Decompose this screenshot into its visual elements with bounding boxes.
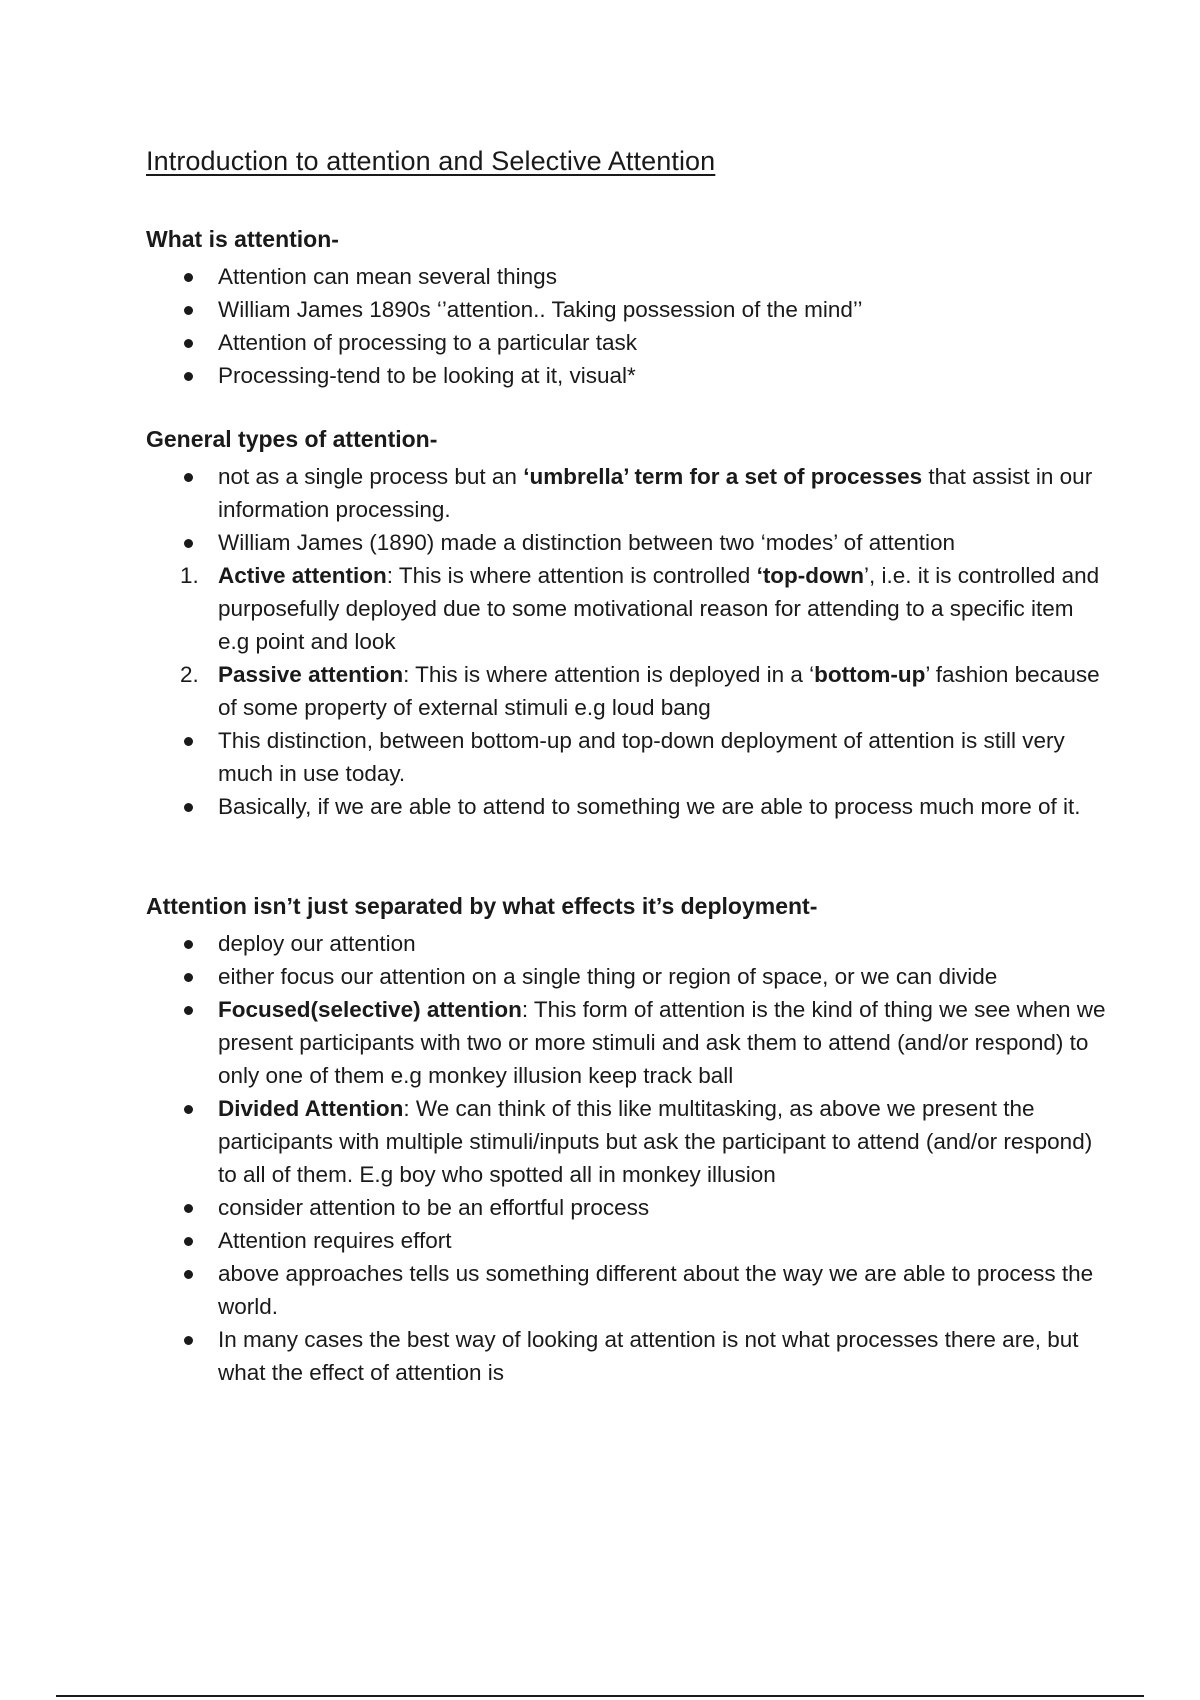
list-item: [146, 559, 1106, 658]
text: In many cases the best way of looking at attention is not what processes there are, but what the effect of attention is: [218, 1327, 1079, 1385]
bullet-list: [146, 460, 1106, 823]
list-item: [146, 460, 1106, 526]
text: : This form of attention is the kind of thing we see when we present participants with two or more stimuli and ask them to attend (and/or respond) to only one of them e.g monkey illusion keep track ball: [218, 997, 1106, 1088]
list-number: 2.: [180, 662, 199, 687]
text: Basically, if we are able to attend to something we are able to process much more of it.: [218, 794, 1081, 819]
list-item: [146, 960, 1106, 993]
text: deploy our attention: [218, 931, 416, 956]
bold-text: ‘umbrella’ term for a set of processes: [523, 464, 923, 489]
bold-text: Active attention: [218, 563, 387, 588]
section-heading: General types of attention-: [146, 426, 438, 452]
section-attention-deployment: [146, 889, 1106, 1389]
list-item: [146, 293, 1106, 326]
text: either focus our attention on a single thing or region of space, or we can divide: [218, 964, 998, 989]
list-item: [146, 1092, 1106, 1191]
bold-text: ‘top-down: [756, 563, 865, 588]
list-item: [146, 260, 1106, 293]
list-item: [146, 1224, 1106, 1257]
section-heading: Attention isn’t just separated by what effects it’s deployment-: [146, 893, 818, 919]
text: not as a single process but an: [218, 464, 524, 489]
list-item: [146, 1191, 1106, 1224]
text: : We can think of this like multitasking, as above we present the participants with multiple stimuli/inputs but ask the participant to attend (and/or respond) to all of them. E.g boy who spotted all in monkey illusion: [218, 1096, 1093, 1187]
page-title: Introduction to attention and Selective Attention: [146, 146, 716, 176]
list-item: [146, 790, 1106, 823]
list-item: [146, 359, 1106, 392]
text: Attention requires effort: [218, 1228, 452, 1253]
list-item: [146, 927, 1106, 960]
text: consider attention to be an effortful process: [218, 1195, 650, 1220]
section-general-types: [146, 422, 1106, 823]
text: Attention can mean several things: [218, 264, 557, 289]
bullet-list: [146, 927, 1106, 1389]
list-number: 1.: [180, 563, 199, 588]
list-item: [146, 724, 1106, 790]
text: ’, i.e. it is controlled and purposefully deployed due to some motivational reason for attending to a specific item e.g point and look: [218, 563, 1100, 654]
text: This distinction, between bottom-up and top-down deployment of attention is still very much in use today.: [218, 728, 1065, 786]
text: Processing-tend to be looking at it, visual*: [218, 363, 636, 388]
list-item: [146, 526, 1106, 559]
text: William James 1890s ‘’attention.. Taking possession of the mind’’: [218, 297, 863, 322]
bottom-divider: [56, 1695, 1144, 1697]
bold-text: Passive attention: [218, 662, 404, 687]
list-item: [146, 993, 1106, 1092]
text: : This is where attention is deployed in a ‘: [403, 662, 815, 687]
text: that assist in our information processing.: [218, 464, 1093, 522]
text: ’ fashion because of some property of external stimuli e.g loud bang: [218, 662, 1100, 720]
list-item: [146, 326, 1106, 359]
bullet-list: [146, 260, 1106, 392]
text: William James (1890) made a distinction between two ‘modes’ of attention: [218, 530, 956, 555]
list-item: [146, 1323, 1106, 1389]
text: : This is where attention is controlled: [386, 563, 757, 588]
text: above approaches tells us something different about the way we are able to process the world.: [218, 1261, 1094, 1319]
text: Attention of processing to a particular task: [218, 330, 637, 355]
bold-text: Divided Attention: [218, 1096, 404, 1121]
section-heading: What is attention-: [146, 226, 339, 252]
section-what-is-attention: [146, 222, 1106, 392]
bold-text: Focused(selective) attention: [218, 997, 522, 1022]
list-item: [146, 658, 1106, 724]
list-item: [146, 1257, 1106, 1323]
bold-text: bottom-up: [814, 662, 926, 687]
